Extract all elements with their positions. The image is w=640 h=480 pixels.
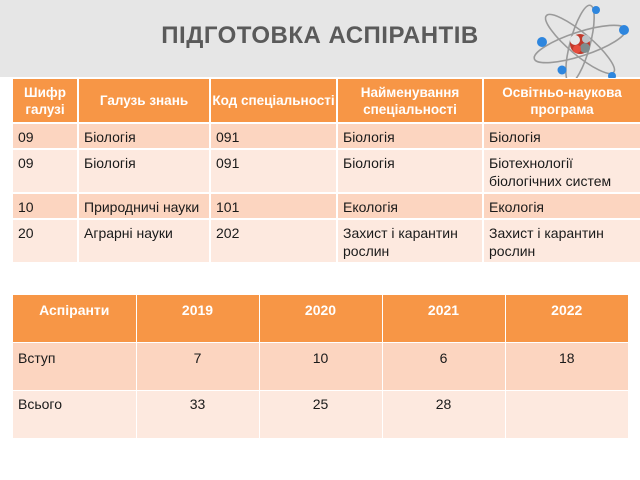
table-row [13,390,628,438]
page-title: ПІДГОТОВКА АСПІРАНТІВ [161,22,479,49]
row-label-admission: Вступ [13,342,136,390]
atom-icon [528,2,638,78]
postgrad-table [13,295,628,438]
header-program: Освітньо-наукова програма [483,79,640,123]
header-year-2019: 2019 [136,295,259,342]
cell-value: 7 [136,342,259,390]
table-header-row [13,295,628,342]
cell-field-code: 09 [13,149,78,193]
header-year-2021: 2021 [382,295,505,342]
table-row [13,342,628,390]
cell-specialty-code: 202 [210,219,337,262]
cell-field-code: 09 [13,123,78,149]
cell-value: 33 [136,390,259,438]
cell-specialty-code: 101 [210,193,337,219]
table-header-row [13,79,640,123]
cell-field-name: Біологія [78,149,210,193]
cell-field-code: 20 [13,219,78,262]
cell-program: Біотехнології біологічних систем [483,149,640,193]
cell-value: 6 [382,342,505,390]
cell-program: Захист і карантин рослин [483,219,640,262]
header-year-2022: 2022 [505,295,628,342]
header-postgrads: Аспіранти [13,295,136,342]
cell-field-name: Аграрні науки [78,219,210,262]
cell-value: 28 [382,390,505,438]
cell-specialty-name: Біологія [337,149,483,193]
cell-field-name: Біологія [78,123,210,149]
cell-value: 10 [259,342,382,390]
header-specialty-code: Код спеціальності [210,79,337,123]
cell-specialty-code: 091 [210,149,337,193]
header-field-code: Шифр галузі [13,79,78,123]
cell-specialty-name: Екологія [337,193,483,219]
table-row [13,219,640,262]
table-row [13,123,640,149]
cell-program: Екологія [483,193,640,219]
cell-specialty-name: Біологія [337,123,483,149]
header-field-name: Галузь знань [78,79,210,123]
specialties-table [13,79,640,262]
cell-field-name: Природничі науки [78,193,210,219]
table-row [13,193,640,219]
title-bar [0,0,640,77]
table-row [13,149,640,193]
cell-value [505,390,628,438]
cell-program: Біологія [483,123,640,149]
row-label-total: Всього [13,390,136,438]
cell-specialty-name: Захист і карантин рослин [337,219,483,262]
header-year-2020: 2020 [259,295,382,342]
cell-value: 25 [259,390,382,438]
cell-specialty-code: 091 [210,123,337,149]
cell-field-code: 10 [13,193,78,219]
header-specialty-name: Найменування спеціальності [337,79,483,123]
cell-value: 18 [505,342,628,390]
